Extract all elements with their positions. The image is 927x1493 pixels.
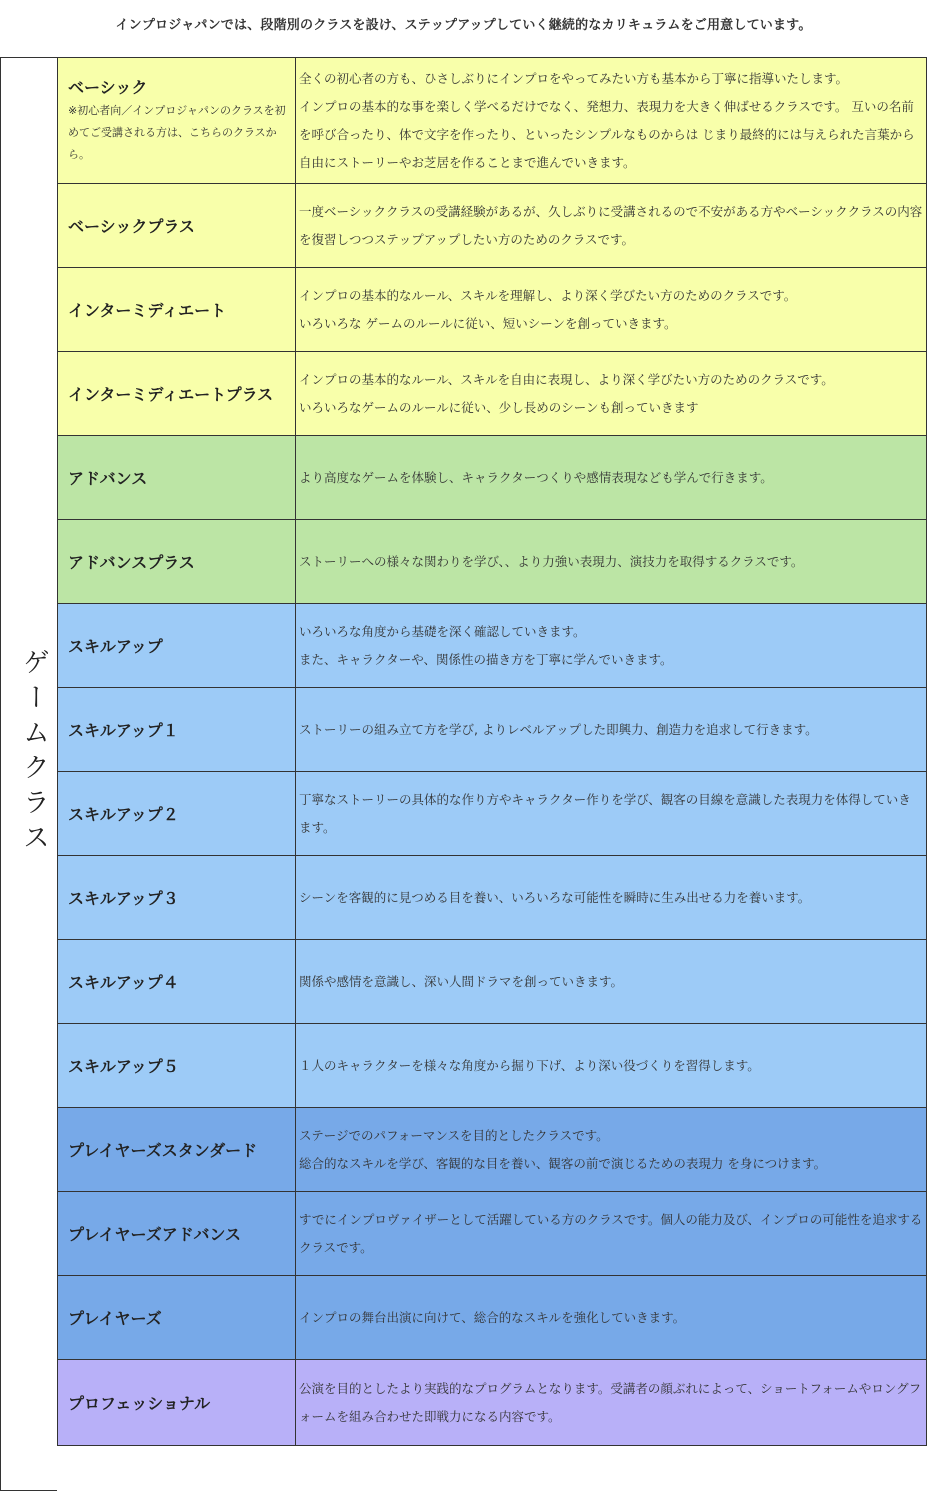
- class-description-line: いろいろなゲームのルールに従い、少し長めのシーンも創っていきます: [299, 399, 699, 415]
- class-description-line: ストーリーの組み立て方を学び, よりレベルアップした即興力、創造力を追求して行きます。: [299, 721, 818, 737]
- class-table: [57, 57, 927, 1446]
- class-description-line: インプロの基本的な事を楽しく学べるだけでなく、発想力、表現力を大きく伸ばせるクラスです。 互いの名前を呼び合ったり、体で文字を作ったり、といったシンプルなものからは じまり最終的には与えられた言葉から自由にストーリーやお芝居を作ることまで進んでいきます。: [299, 98, 915, 170]
- class-name: プレイヤーズアドバンス: [68, 1225, 241, 1244]
- class-description-line: いろいろな角度から基礎を深く確認していきます。: [299, 623, 586, 639]
- class-name-cell: [58, 520, 296, 604]
- class-description-cell: [296, 856, 927, 940]
- class-name: スキルアップ: [68, 637, 163, 656]
- class-description-cell: [296, 1192, 927, 1276]
- class-description-line: また、キャラクターや、関係性の描き方を丁寧に学んでいきます。: [299, 651, 673, 667]
- class-description-cell: [296, 1360, 927, 1446]
- class-name-cell: [58, 184, 296, 268]
- table-row: [58, 940, 927, 1024]
- class-description-cell: [296, 58, 927, 184]
- class-description-line: インプロの基本的なルール、スキルを自由に表現し、より深く学びたい方のためのクラスです。: [299, 371, 834, 387]
- class-name: スキルアップ１: [68, 721, 179, 740]
- category-label: ゲームクラス: [18, 648, 49, 858]
- table-row: [58, 604, 927, 688]
- class-note: ※初心者向／インプロジャパンのクラスを初めてご受講される方は、こちらのクラスから。: [68, 104, 286, 161]
- class-description-cell: [296, 772, 927, 856]
- table-row: [58, 1024, 927, 1108]
- class-name: ベーシックプラス: [68, 217, 195, 236]
- class-name: スキルアップ５: [68, 1057, 179, 1076]
- class-name-cell: [58, 436, 296, 520]
- class-name: プレイヤーズ: [68, 1309, 162, 1328]
- class-name-cell: [58, 772, 296, 856]
- class-description-line: ストーリーへの様々な関わりを学び、、より力強い表現力、演技力を取得するクラスです。: [299, 553, 804, 569]
- class-name-cell: [58, 604, 296, 688]
- table-row: [58, 184, 927, 268]
- class-name: スキルアップ４: [68, 973, 179, 992]
- class-description-line: シーンを客観的に見つめる目を養い、いろいろな可能性を瞬時に生み出せる力を養います。: [299, 889, 811, 905]
- class-name-cell: [58, 1360, 296, 1446]
- table-row: [58, 1276, 927, 1360]
- class-description-cell: [296, 436, 927, 520]
- class-name-cell: [58, 1024, 296, 1108]
- class-description-cell: [296, 268, 927, 352]
- class-description-line: 公演を目的としたより実践的なプログラムとなります。受講者の顔ぶれによって、ショートフォームやロングフォームを組み合わせた即戦力になる内容です。: [299, 1380, 922, 1424]
- table-row: [58, 856, 927, 940]
- class-name: アドバンス: [68, 469, 148, 488]
- class-description-line: 全くの初心者の方も、ひさしぶりにインプロをやってみたい方も基本から丁寧に指導いたします。: [299, 70, 849, 86]
- table-row: [58, 1108, 927, 1192]
- class-description-cell: [296, 688, 927, 772]
- class-name-cell: [58, 352, 296, 436]
- table-row: [58, 352, 927, 436]
- intro-text: インプロジャパンでは、段階別のクラスを設け、ステップアップしていく継続的なカリキュラムをご用意しています。: [115, 18, 812, 33]
- table-row: [58, 268, 927, 352]
- class-name-cell: [58, 58, 296, 184]
- class-name-cell: [58, 688, 296, 772]
- table-row: [58, 688, 927, 772]
- class-name-cell: [58, 1108, 296, 1192]
- class-name-cell: [58, 1276, 296, 1360]
- class-description-cell: [296, 604, 927, 688]
- class-description-cell: [296, 940, 927, 1024]
- class-name: スキルアップ３: [68, 889, 179, 908]
- class-name: スキルアップ２: [68, 805, 179, 824]
- class-name: アドバンスプラス: [68, 553, 195, 572]
- table-row: [58, 1360, 927, 1446]
- table-row: [58, 520, 927, 604]
- table-row: [58, 1192, 927, 1276]
- class-description-cell: [296, 352, 927, 436]
- class-description-line: より高度なゲームを体験し、キャラクターつくりや感情表現なども学んで行きます。: [299, 469, 773, 485]
- class-name-cell: [58, 1192, 296, 1276]
- class-description-line: インプロの舞台出演に向けて、総合的なスキルを強化していきます。: [299, 1309, 686, 1325]
- table-row: [58, 436, 927, 520]
- class-name: インターミディエート: [68, 301, 227, 320]
- category-column: [0, 57, 57, 1491]
- class-name: インターミディエートプラス: [68, 385, 274, 404]
- class-name-cell: [58, 940, 296, 1024]
- class-description-line: いろいろな ゲームのルールに従い、短いシーンを創っていきます。: [299, 315, 677, 331]
- class-description-cell: [296, 1024, 927, 1108]
- class-description-line: 一度ベーシッククラスの受講経験があるが、久しぶりに受講されるので不安がある方やベーシッククラスの内容を復習しつつステップアップしたい方のためのクラスです。: [299, 203, 923, 247]
- class-description-line: 関係や感情を意識し、深い人間ドラマを創っていきます。: [299, 973, 624, 989]
- class-name: ベーシック: [68, 78, 148, 97]
- table-row: [58, 772, 927, 856]
- class-description-line: 丁寧なストーリーの具体的な作り方やキャラクター作りを学び、観客の目線を意識した表現力を体得していきます。: [299, 791, 911, 835]
- class-description-line: すでにインプロヴァイザーとして活躍している方のクラスです。個人の能力及び、インプロの可能性を追求するクラスです。: [299, 1211, 923, 1255]
- class-description-cell: [296, 184, 927, 268]
- class-description-cell: [296, 1108, 927, 1192]
- class-name-cell: [58, 856, 296, 940]
- class-name-cell: [58, 268, 296, 352]
- class-description-cell: [296, 520, 927, 604]
- class-description-line: １人のキャラクターを様々な角度から掘り下げ、より深い役づくりを習得します。: [299, 1057, 760, 1073]
- class-name: プロフェッショナル: [68, 1394, 211, 1413]
- class-description-line: インプロの基本的なルール、スキルを理解し、より深く学びたい方のためのクラスです。: [299, 287, 797, 303]
- class-description-line: 総合的なスキルを学び、客観的な目を養い、観客の前で演じるための表現力 を身につけます。: [299, 1155, 827, 1171]
- class-description-line: ステージでのパフォーマンスを目的としたクラスです。: [299, 1127, 609, 1143]
- table-row: [58, 58, 927, 184]
- class-name: プレイヤーズスタンダード: [68, 1141, 258, 1160]
- class-description-cell: [296, 1276, 927, 1360]
